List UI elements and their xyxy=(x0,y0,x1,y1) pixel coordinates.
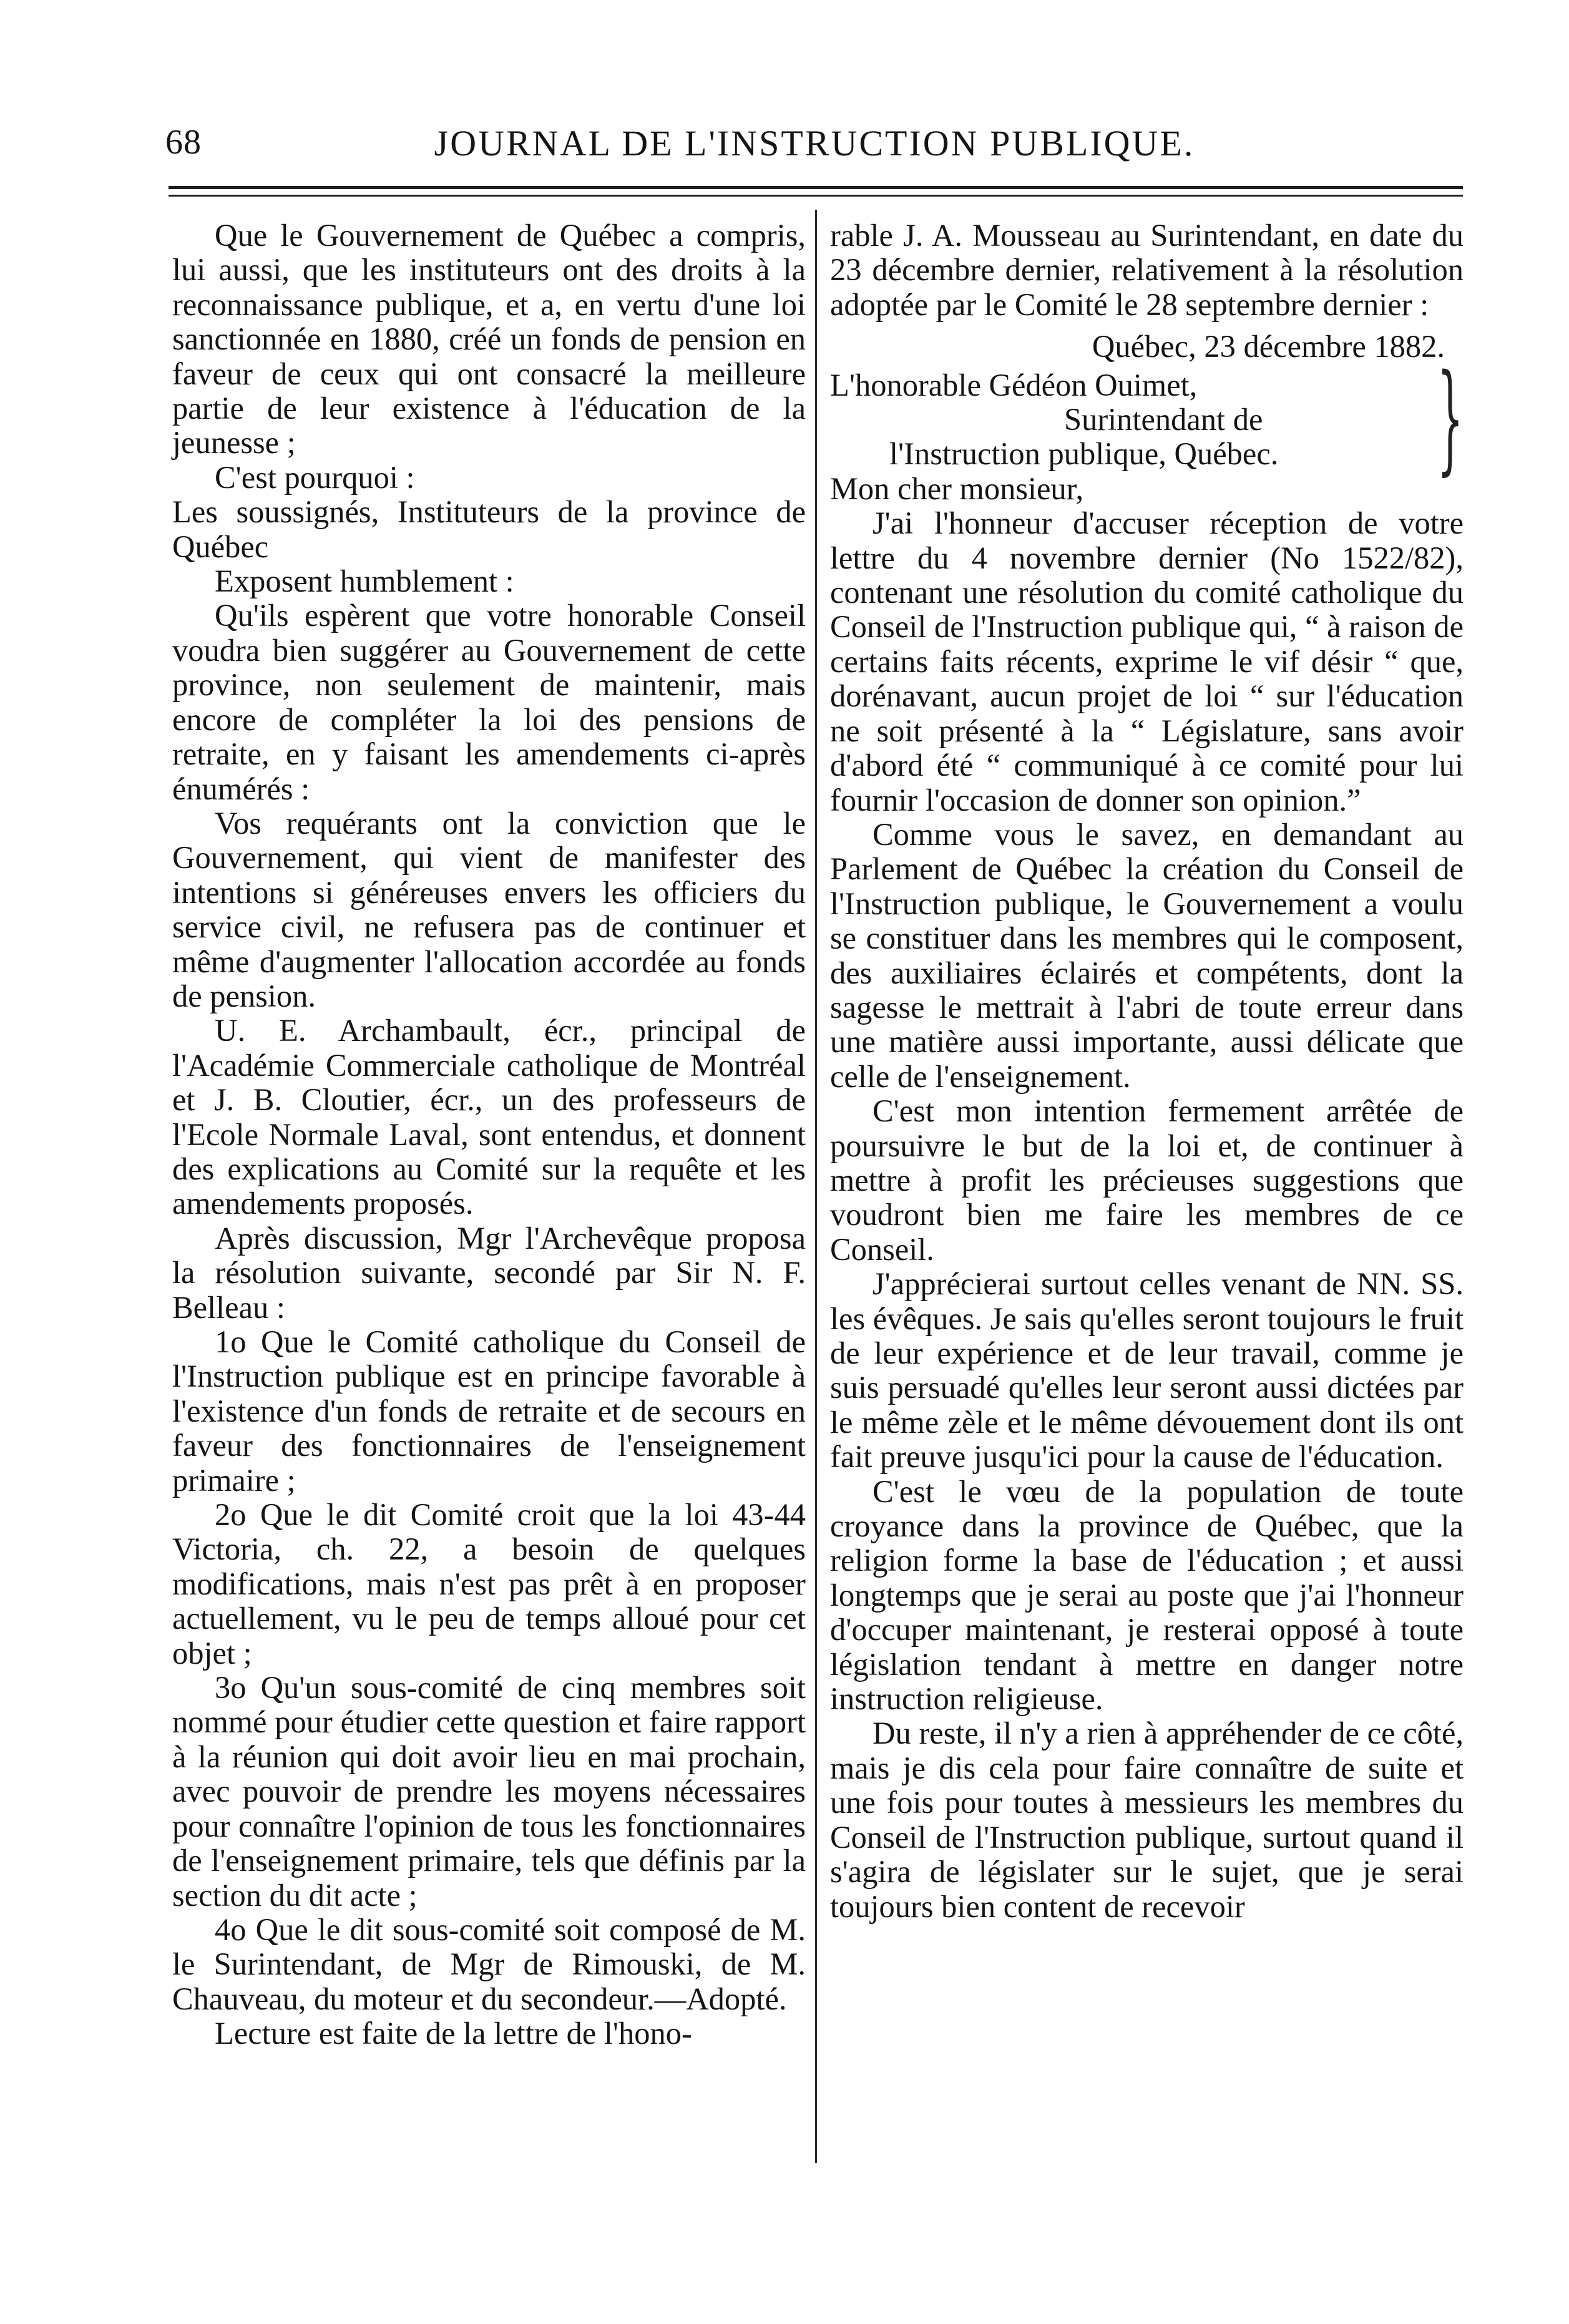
letter-date: Québec, 23 décembre 1882. xyxy=(1092,329,1445,364)
paragraph: Que le Gouvernement de Québec a compris, lui aussi, que les instituteurs ont des droits à la reconnaissance publique, et a, en vertu d'une loi sanctionnée en 1880, créé un fonds de pension en faveur de ceux qui ont consacré la meilleure partie de leur existence à l'éducation de la jeunesse ; xyxy=(172,218,806,461)
header-rule-thick xyxy=(169,186,1463,189)
letter-paragraph: Comme vous le savez, en demandant au Parlement de Québec la création du Conseil de l'Instruction publique, le Gouvernement a voulu se constituer dans les membres qui le composent, des auxiliaires éclairés et compétents, dont la sagesse le mettrait à l'abri de toute erreur dans une matière aussi importante, aussi délicate que celle de l'enseignement. xyxy=(830,816,1464,1094)
addressee-line: Surintendant de xyxy=(1064,402,1263,437)
letter-paragraph: J'ai l'honneur d'accuser réception de votre lettre du 4 novembre dernier (No 1522/82), contenant une résolution du comité catholique du Conseil de l'Instruction publique qui, “ à raison de certains faits récents, exprime le vif désir “ que, dorénavant, aucun projet de loi “ sur l'éducation ne soit présenté à la “ Législature, sans avoir d'abord été “ communiqué à ce comité pour lui fournir l'occasion de donner son opinion.” xyxy=(830,505,1464,818)
letter-paragraph: Du reste, il n'y a rien à appréhender de ce côté, mais je dis cela pour faire connaître de suite et une fois pour toutes à messieurs les membres du Conseil de l'Instruction publique, surtout quand il s'agira de législater sur le sujet, que je serai toujours bien content de recevoir xyxy=(830,1716,1464,1924)
right-column xyxy=(830,218,1464,1924)
left-column xyxy=(172,218,806,2051)
letter-salutation: Mon cher monsieur, xyxy=(830,471,1084,506)
paragraph: Qu'ils espèrent que votre honorable Conseil voudra bien suggérer au Gouvernement de cette province, non seulement de maintenir, mais encore de compléter la loi des pensions de retraite, en y faisant les amendements ci-après énumérés : xyxy=(172,598,806,806)
resolution-item-2: 2o Que le dit Comité croit que la loi 43-44 Victoria, ch. 22, a besoin de quelques modifications, mais n'est pas prêt à en proposer actuellement, vu le peu de temps alloué pour cet objet ; xyxy=(172,1497,806,1671)
paragraph: Vos requérants ont la conviction que le Gouvernement, qui vient de manifester des intentions si généreuses envers les officiers du service civil, ne refusera pas de continuer et même d'augmenter l'allocation accordée au fonds de pension. xyxy=(172,805,806,1013)
letter-paragraph: J'apprécierai surtout celles venant de NN. SS. les évêques. Je sais qu'elles seront toujours le fruit de leur expérience et de leur travail, comme je suis persuadé qu'elles leur seront aussi dictées par le même zèle et le même dévouement dont ils ont fait preuve jusqu'ici pour la cause de l'éducation. xyxy=(830,1266,1464,1475)
resolution-item-3: 3o Qu'un sous-comité de cinq membres soit nommé pour étudier cette question et faire rapport à la réunion qui doit avoir lieu en mai prochain, avec pouvoir de prendre les moyens nécessaires pour connaître l'opinion de tous les fonctionnaires de l'enseignement primaire, tels que définis par la section du dit acte ; xyxy=(172,1670,806,1913)
letter-addressee xyxy=(830,348,1464,487)
paragraph: Après discussion, Mgr l'Archevêque proposa la résolution suivante, secondé par Sir N. F. Belleau : xyxy=(172,1220,806,1325)
paragraph: C'est pourquoi : xyxy=(215,459,415,495)
header-rule-thin xyxy=(169,195,1463,197)
page-number: 68 xyxy=(165,123,202,162)
column-divider xyxy=(815,210,817,2163)
resolution-item-1: 1o Que le Comité catholique du Conseil de l'Instruction publique est en principe favorable à l'existence d'un fonds de retraite et de secours en faveur des fonctionnaires de l'enseignement primaire ; xyxy=(172,1324,806,1498)
addressee-line: l'Instruction publique, Québec. xyxy=(889,436,1279,472)
paragraph: Les soussignés, Instituteurs de la province de Québec xyxy=(172,494,806,564)
letter-paragraph: C'est le vœu de la population de toute croyance dans la province de Québec, que la religion forme la base de l'éducation ; et aussi longtemps que je serai au poste que j'ai l'honneur d'occuper maintenant, je resterai opposé à toute législation tendant à mettre en danger notre instruction religieuse. xyxy=(830,1473,1464,1717)
addressee-line: L'honorable Gédéon Ouimet, xyxy=(830,367,1198,403)
letter-intro: rable J. A. Mousseau au Surintendant, en date du 23 décembre dernier, relativement à la résolution adoptée par le Comité le 28 septembre dernier : xyxy=(830,218,1464,322)
paragraph: Exposent humblement : xyxy=(215,564,514,599)
letter-paragraph: C'est mon intention fermement arrêtée de poursuivre le but de la loi et, de continuer à mettre à profit les précieuses suggestions que voudront bien me faire les membres de ce Conseil. xyxy=(830,1093,1464,1267)
paragraph: U. E. Archambault, écr., principal de l'Académie Commerciale catholique de Montréal et J. B. Cloutier, écr., un des professeurs de l'Ecole Normale Laval, sont entendus, et donnent des explications au Comité sur la requête et les amendements proposés. xyxy=(172,1013,806,1221)
page-header xyxy=(165,122,1464,172)
brace-glyph: } xyxy=(1437,348,1464,487)
paragraph: Lecture est faite de la lettre de l'hono- xyxy=(215,2016,692,2051)
running-head: JOURNAL DE L'INSTRUCTION PUBLIQUE. xyxy=(434,123,1195,164)
resolution-item-4: 4o Que le dit sous-comité soit composé de M. le Surintendant, de Mgr de Rimouski, de M. Chauveau, du moteur et du secondeur.—Adopté. xyxy=(172,1911,806,2016)
